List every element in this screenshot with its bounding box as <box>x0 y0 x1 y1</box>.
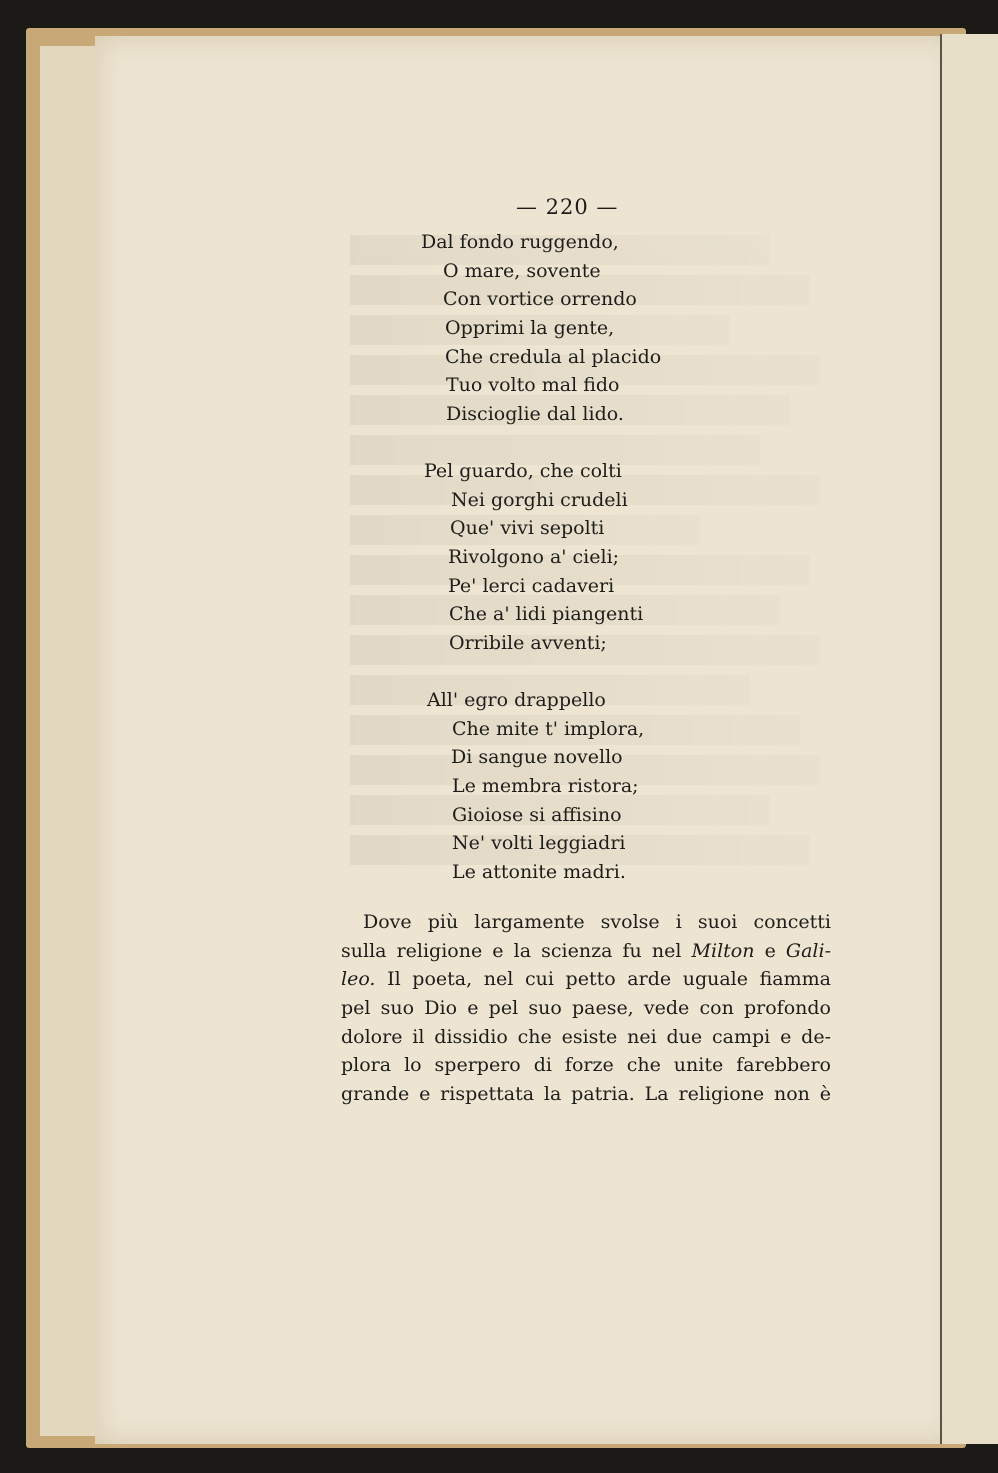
verse-line: Discioglie dal lido. <box>446 403 624 426</box>
verse-line: Con vortice orrendo <box>443 288 637 311</box>
verse-line: Rivolgono a' cieli; <box>448 546 620 569</box>
facing-page-edge <box>940 34 998 1444</box>
galileo-title-end: leo. <box>341 968 376 991</box>
verse-line: Opprimi la gente, <box>445 317 615 340</box>
galileo-title-part: Gali- <box>785 939 831 962</box>
verse-line: Pe' lerci cadaveri <box>448 574 615 597</box>
stanza-2 <box>424 457 643 658</box>
verse-line: Ne' volti leggiadri <box>452 832 626 855</box>
prose-line <box>341 965 831 994</box>
verse-line: Pel guardo, che colti <box>424 460 622 482</box>
verse-line: Gioiose si affisino <box>452 803 622 826</box>
prose-line: grande e rispettata la patria. La religione non è <box>341 1083 831 1106</box>
verse-line: All' egro drappello <box>427 689 606 711</box>
verse-line: Che credula al placido <box>445 345 662 368</box>
prose-line <box>341 937 831 966</box>
milton-title: Milton <box>691 939 755 962</box>
prose-text: sulla religione e la scienza fu nel <box>341 939 692 962</box>
verse-line: Dal fondo ruggendo, <box>421 231 619 253</box>
verse-line: Que' vivi sepolti <box>450 517 605 540</box>
prose-line: pel suo Dio e pel suo paese, vede con profondo <box>341 997 831 1020</box>
prose-text: e <box>754 939 786 962</box>
prose-line: dolore il dissidio che esiste nei due campi e de- <box>341 1025 831 1048</box>
prose-line: Dove più largamente svolse i suoi concetti <box>363 911 831 933</box>
verse-line: Le membra ristora; <box>452 775 639 798</box>
prose-line: plora lo sperpero di forze che unite farebbero <box>341 1054 831 1077</box>
prose-text: Il poeta, nel cui petto arde uguale fiamma <box>375 968 831 991</box>
page-number: — 220 — <box>516 195 619 219</box>
verse-line: Orribile avventi; <box>449 632 607 655</box>
verse-line: Le attonite madri. <box>452 861 626 884</box>
verse-line: Che mite t' implora, <box>452 717 645 740</box>
verse-line: Di sangue novello <box>451 746 623 769</box>
prose-paragraph <box>341 908 831 1109</box>
verse-line: Tuo volto mal fido <box>446 374 620 397</box>
verse-line: Che a' lidi piangenti <box>449 603 644 626</box>
verse-line: O mare, sovente <box>443 259 601 282</box>
verse-line: Nei gorghi crudeli <box>451 488 628 511</box>
stanza-3 <box>427 686 644 887</box>
stanza-1 <box>421 228 661 429</box>
